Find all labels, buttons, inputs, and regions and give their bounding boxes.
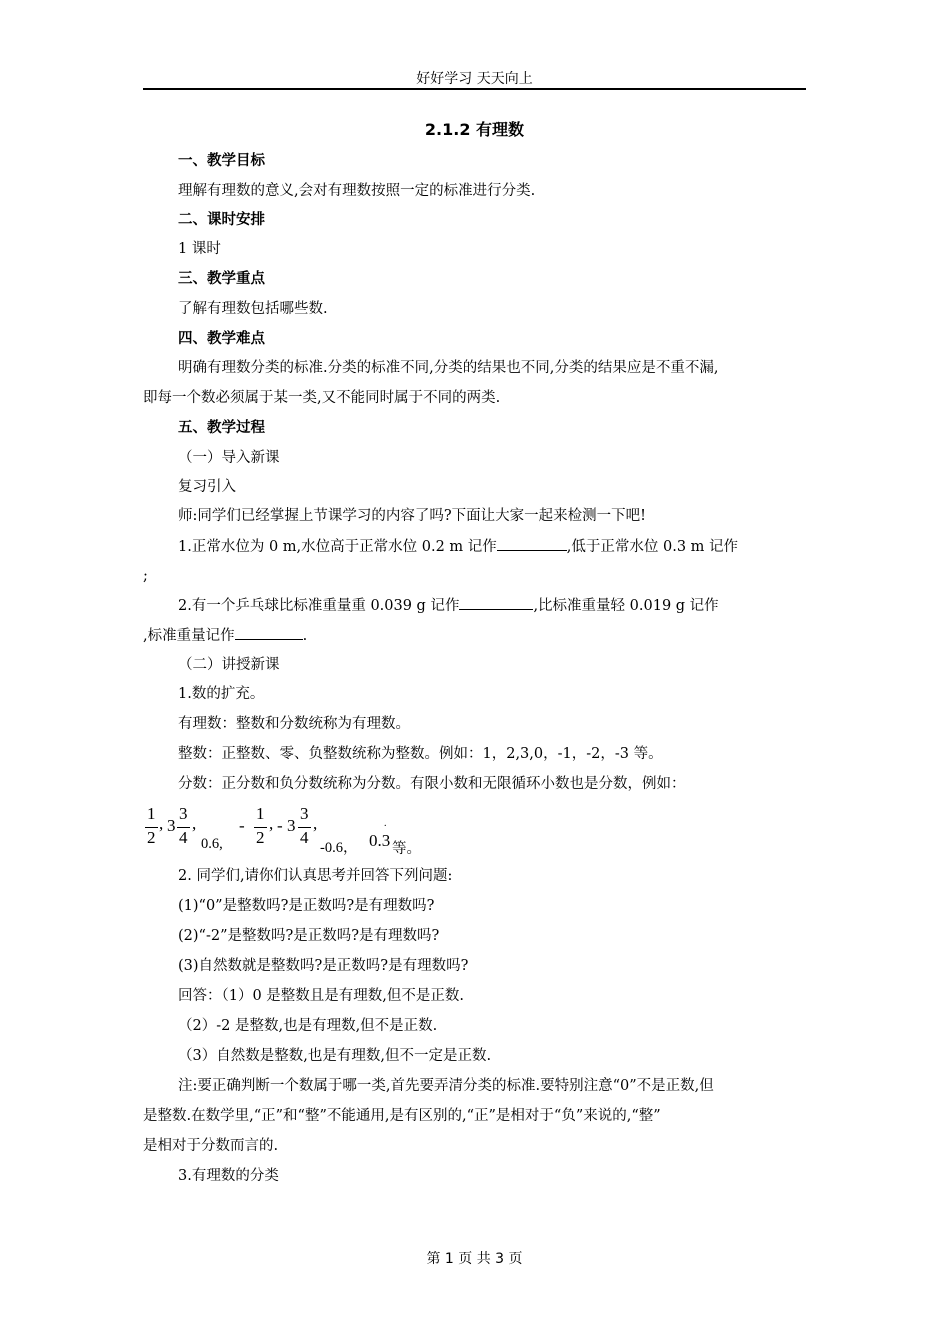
section-heading-focus: 三、教学重点 (178, 271, 265, 287)
fraction-denominator: 2 (147, 828, 156, 847)
question-text: ,标准重量记作 (143, 628, 235, 644)
decimal-value: -0.6， (320, 840, 358, 856)
paragraph: 2. 同学们,请你们认真思考并回答下列问题: (178, 868, 453, 884)
question-item: (2)“-2”是整数吗?是正数吗?是有理数吗? (178, 928, 440, 944)
decimal-value: 0.6, (201, 836, 223, 852)
fraction-denominator: 4 (300, 828, 309, 847)
paragraph: 分数：正分数和负分数统称为分数。有限小数和无限循环小数也是分数，例如： (178, 776, 686, 792)
section-heading-difficulty: 四、教学难点 (178, 331, 265, 347)
minus-sign: - (277, 816, 283, 835)
question-1 (178, 536, 738, 557)
header-rule (143, 88, 806, 90)
answer-item: 回答：（1）0 是整数且是有理数,但不是正数. (178, 988, 465, 1004)
paragraph: 有理数：整数和分数统称为有理数。 (178, 716, 410, 732)
fraction-numerator: 1 (147, 804, 156, 823)
fraction-numerator: 3 (300, 804, 309, 823)
answer-blank (459, 595, 533, 610)
paragraph: 复习引入 (178, 479, 236, 495)
section-heading-schedule: 二、课时安排 (178, 212, 265, 228)
question-text: 1.正常水位为 0 m,水位高于正常水位 0.2 m 记作 (178, 539, 497, 555)
repeating-decimal: 0.3 (369, 831, 391, 850)
paragraph: 1 课时 (178, 241, 221, 257)
subsection-heading: （一）导入新课 (178, 450, 280, 466)
question-1-end: ; (143, 568, 148, 584)
fraction-numerator: 3 (179, 804, 188, 823)
note-paragraph: 是整数.在数学里,“正”和“整”不能通用,是有区别的,“正”是相对于“负”来说的,“整” (143, 1108, 661, 1124)
fraction-denominator: 4 (179, 828, 188, 847)
section-heading-process: 五、教学过程 (178, 420, 265, 436)
answer-item: （2）-2 是整数,也是有理数,但不是正数. (178, 1018, 438, 1034)
minus-sign: - (239, 816, 245, 835)
page-header: 好好学习 天天向上 (416, 71, 533, 87)
answer-item: （3）自然数是整数,也是有理数,但不一定是正数. (178, 1048, 492, 1064)
question-item: (3)自然数就是整数吗?是正数吗?是有理数吗? (178, 958, 469, 974)
question-text: 2.有一个乒乓球比标准重量重 0.039 g 记作 (178, 598, 460, 614)
paragraph: 即每一个数必须属于某一类,又不能同时属于不同的两类. (143, 390, 501, 406)
paragraph: 3.有理数的分类 (178, 1168, 279, 1184)
paragraph: 明确有理数分类的标准.分类的标准不同,分类的结果也不同,分类的结果应是不重不漏, (178, 360, 719, 376)
paragraph: 理解有理数的意义,会对有理数按照一定的标准进行分类. (178, 183, 536, 199)
paragraph: 了解有理数包括哪些数. (178, 301, 328, 317)
note-paragraph: 是相对于分数而言的. (143, 1138, 279, 1154)
paragraph: 1.数的扩充。 (178, 686, 265, 702)
fraction-numerator: 1 (256, 804, 265, 823)
mixed-whole: 3 (167, 816, 176, 835)
question-text: ,比标准重量轻 0.019 g 记作 (533, 598, 719, 614)
paragraph: 师:同学们已经掌握上节课学习的内容了吗?下面让大家一起来检测一下吧! (178, 508, 646, 524)
note-paragraph: 注:要正确判断一个数属于哪一类,首先要弄清分类的标准.要特别注意“0”不是正数,但 (178, 1078, 714, 1094)
question-text: ,低于正常水位 0.3 m 记作 (566, 539, 739, 555)
subsection-heading: （二）讲授新课 (178, 657, 280, 673)
paragraph: 整数：正整数、零、负整数统称为整数。例如：1，2,3,0，-1，-2，-3 等。 (178, 746, 663, 762)
mixed-whole: 3 (287, 816, 296, 835)
section-heading-goals: 一、教学目标 (178, 153, 265, 169)
repeating-dot: . (384, 818, 387, 829)
document-title: 2.1.2 有理数 (424, 120, 525, 139)
answer-blank (235, 625, 303, 640)
question-2 (178, 595, 719, 616)
question-item: (1)“0”是整数吗?是正数吗?是有理数吗? (178, 898, 435, 914)
answer-blank (497, 536, 567, 551)
fraction-examples: 1 2 , 3 3 4 , 0.6, - 1 2 , - 3 3 4 , -0.6， 0.3 . 等。 (147, 804, 421, 857)
fraction-denominator: 2 (256, 828, 265, 847)
page-footer: 第 1 页 共 3 页 (426, 1251, 523, 1267)
question-2-cont: ,标准重量记作 . (143, 625, 307, 646)
